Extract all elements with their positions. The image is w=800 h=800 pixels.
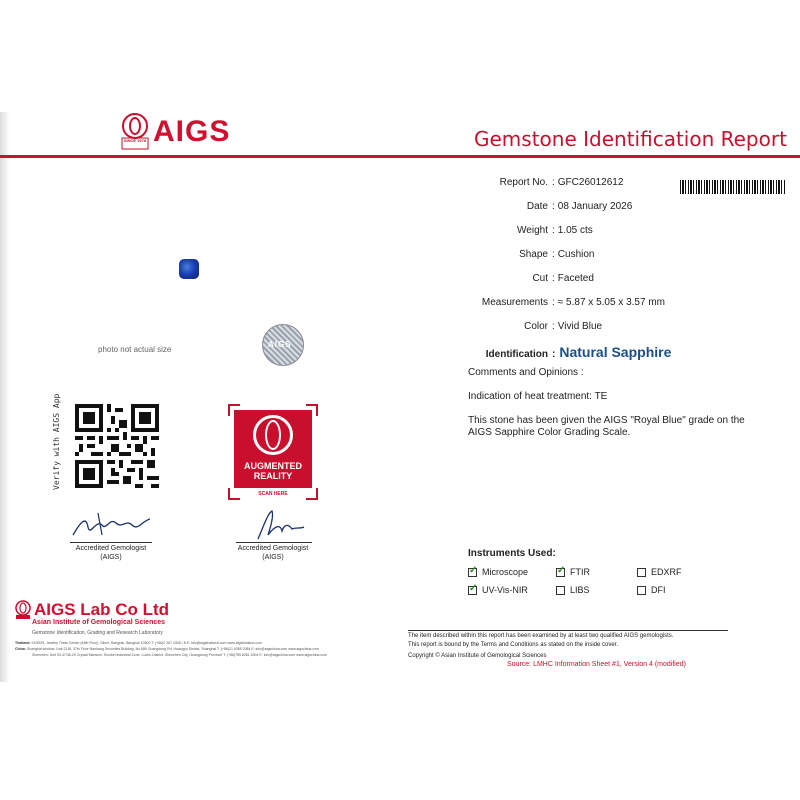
instrument-label: DFI <box>651 585 666 595</box>
detail-row <box>440 177 623 188</box>
checkbox-empty-icon <box>637 568 646 577</box>
detail-row <box>440 297 665 308</box>
colon: : <box>552 273 555 284</box>
instrument-label: FTIR <box>570 567 590 577</box>
lab-name: AIGS Lab Co Ltd <box>34 600 170 619</box>
colon: : <box>552 177 555 188</box>
checkbox-empty-icon <box>637 586 646 595</box>
comments-label: Comments and Opinions : <box>468 367 584 378</box>
source-note: Source: LMHC Information Sheet #1, Version 4 (modified) <box>507 661 686 668</box>
signature-line-2 <box>236 542 312 543</box>
signature-org: (AIGS) <box>100 554 122 561</box>
checkbox-checked-icon <box>556 568 565 577</box>
colon: : <box>552 297 555 308</box>
lab-logo <box>15 600 169 620</box>
ar-label <box>234 461 312 481</box>
instrument-item <box>556 585 590 595</box>
signature-caption-2 <box>224 544 322 562</box>
signature-2 <box>240 505 310 545</box>
address-text: Shenzhen: Unit 03-47/36-20 Crystal Mansion, Shuibei Industrial Zone, Luohu District, Shenzhen City, Guangdong Province T: (+86)755 8261 4004 E: info@aigschina.com www.aigschina.com <box>32 653 327 657</box>
note-terms: This report is bound by the Terms and Conditions as stated on the inside cover. <box>408 642 619 648</box>
scan-here-label: SCAN HERE <box>258 491 288 497</box>
brand-name: AIGS <box>153 115 231 148</box>
detail-row <box>440 249 594 260</box>
instrument-item <box>637 585 666 595</box>
checkbox-empty-icon <box>556 586 565 595</box>
colon: : <box>552 321 555 332</box>
paper-edge <box>0 112 10 682</box>
ar-line2: REALITY <box>253 471 293 481</box>
detail-value: GFC26012612 <box>557 177 624 188</box>
lab-subtitle: Asian Institute of Gemological Sciences <box>32 619 166 626</box>
grade-statement: This stone has been given the AIGS "Royal Blue" grade on the AIGS Sapphire Color Grading Scale. <box>468 415 745 438</box>
note-copyright: Copyright © Asian Institute of Gemological Sciences <box>408 653 547 659</box>
detail-row <box>440 321 602 332</box>
ar-ring-inner-icon <box>265 420 281 450</box>
detail-label: Measurements <box>481 297 548 308</box>
checkbox-checked-icon <box>468 568 477 577</box>
detail-label: Color <box>524 321 548 332</box>
checkbox-checked-icon <box>468 586 477 595</box>
signature-title: Accredited Gemologist <box>237 545 309 552</box>
lab-seal-icon <box>15 600 31 620</box>
instrument-item <box>468 585 528 595</box>
signature-title: Accredited Gemologist <box>75 545 147 552</box>
lab-description: Gemstone Identification, Grading and Research Laboratory <box>32 630 163 636</box>
report-barcode <box>680 180 785 194</box>
detail-value: Faceted <box>557 273 594 284</box>
note-examined: The item described within this report has been examined by at least two qualified AIGS gemologists. <box>408 633 674 639</box>
identification-label: Identification <box>485 349 548 360</box>
signature-caption-1 <box>62 544 160 562</box>
heat-treatment: Indication of heat treatment: TE <box>468 391 608 402</box>
detail-value: Vivid Blue <box>557 321 603 332</box>
instrument-label: EDXRF <box>651 567 682 577</box>
address-text: Shanghai window: Unit 2118, 37th Floor Nanhang Securities Building, No.689 Guangdong Rd, Huangpu District, Shanghai T: (+86)21 6385 2084 E: info@aigschina.com www.aigschina.com <box>26 647 319 651</box>
header-divider <box>0 155 800 158</box>
ar-line1: AUGMENTED <box>244 461 302 471</box>
instrument-item <box>468 567 528 577</box>
hologram-text: AIGS <box>268 340 292 349</box>
detail-label: Shape <box>519 249 548 260</box>
detail-value: 1.05 cts <box>557 225 593 236</box>
detail-row <box>440 225 593 236</box>
address-thailand <box>15 641 262 645</box>
detail-row <box>440 273 594 284</box>
detail-value: ≈ 5.87 x 5.05 x 3.57 mm <box>557 297 665 308</box>
aigs-seal-icon <box>121 113 149 151</box>
aigs-logo <box>121 113 230 151</box>
qr-code[interactable] <box>75 404 159 488</box>
identification-value: Natural Sapphire <box>559 344 672 360</box>
instrument-item <box>637 567 682 577</box>
colon: : <box>552 249 555 260</box>
gemstone-photo <box>179 259 199 279</box>
report-title: Gemstone Identification Report <box>474 127 787 151</box>
detail-label: Date <box>526 201 548 212</box>
address-china <box>15 647 319 651</box>
colon: : <box>552 201 555 212</box>
identification-row <box>440 344 671 360</box>
address-shenzhen <box>32 653 327 657</box>
address-country: Thailand: <box>15 641 31 645</box>
seal-since-text: SINCE 1978 <box>123 138 147 143</box>
detail-label: Cut <box>532 273 548 284</box>
signature-1 <box>68 505 158 545</box>
instruments-title: Instruments Used: <box>468 548 556 559</box>
detail-label: Report No. <box>499 177 548 188</box>
address-country: China: <box>15 647 26 651</box>
detail-value: 08 January 2026 <box>557 201 633 212</box>
instrument-label: UV-Vis-NIR <box>482 585 528 595</box>
detail-row <box>440 201 632 212</box>
verify-text: Verify with AIGS App <box>52 393 61 490</box>
notes-divider <box>408 630 728 631</box>
colon: : <box>552 225 555 236</box>
detail-label: Weight <box>517 225 548 236</box>
instrument-label: Microscope <box>482 567 529 577</box>
detail-value: Cushion <box>557 249 595 260</box>
signature-line-1 <box>70 542 152 543</box>
signature-org: (AIGS) <box>262 554 284 561</box>
instrument-label: LIBS <box>570 585 590 595</box>
address-text: 919/539, Jewelry Trade Center (48th Floor), Silom, Bangrak, Bangkok 10500 T: (+66)2 267 4325 / 8 E: info@aigsthailand.com www.aigsthailand.com <box>31 641 262 645</box>
photo-note: photo not actual size <box>98 345 172 354</box>
instrument-item <box>556 567 590 577</box>
colon: : <box>552 349 556 360</box>
